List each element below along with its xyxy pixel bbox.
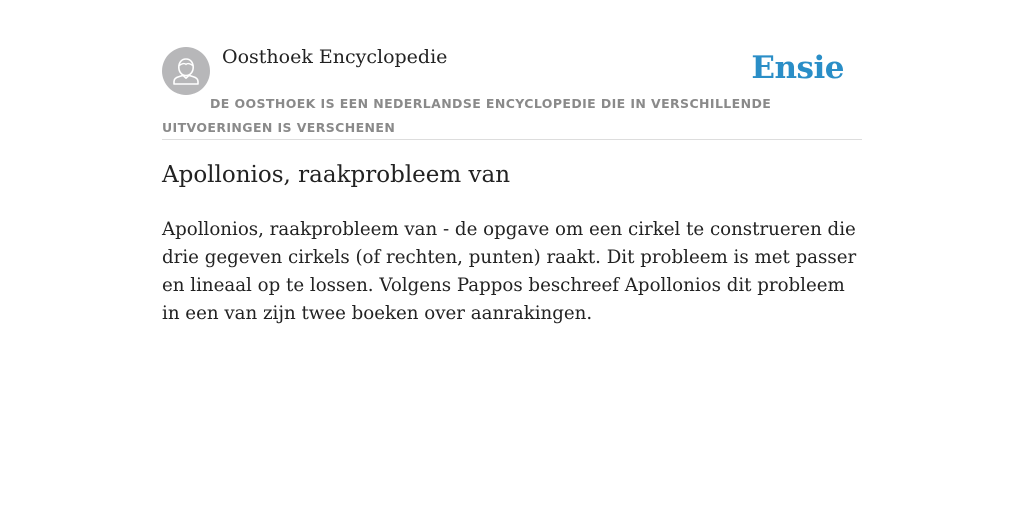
entry-body: Apollonios, raakprobleem van - de opgave om een cirkel te construeren die drie gegeven cirkels (of rechten, punten) raakt. Dit probleem is met passer en lineaal op te lossen. Volgens Pappos beschreef Apollonios dit probleem in een van zijn twee boeken over aanrakingen.	[162, 219, 857, 324]
avatar[interactable]	[162, 47, 210, 95]
brand-logo[interactable]: Ensie	[751, 50, 844, 86]
divider	[162, 139, 862, 140]
source-description: DE OOSTHOEK IS EEN NEDERLANDSE ENCYCLOPEDIE DIE IN VERSCHILLENDE UITVOERINGEN IS VERSCHENEN	[162, 96, 772, 135]
user-icon	[162, 47, 210, 95]
source-name[interactable]: Oosthoek Encyclopedie	[222, 46, 448, 68]
page-title: Apollonios, raakprobleem van	[162, 162, 511, 188]
